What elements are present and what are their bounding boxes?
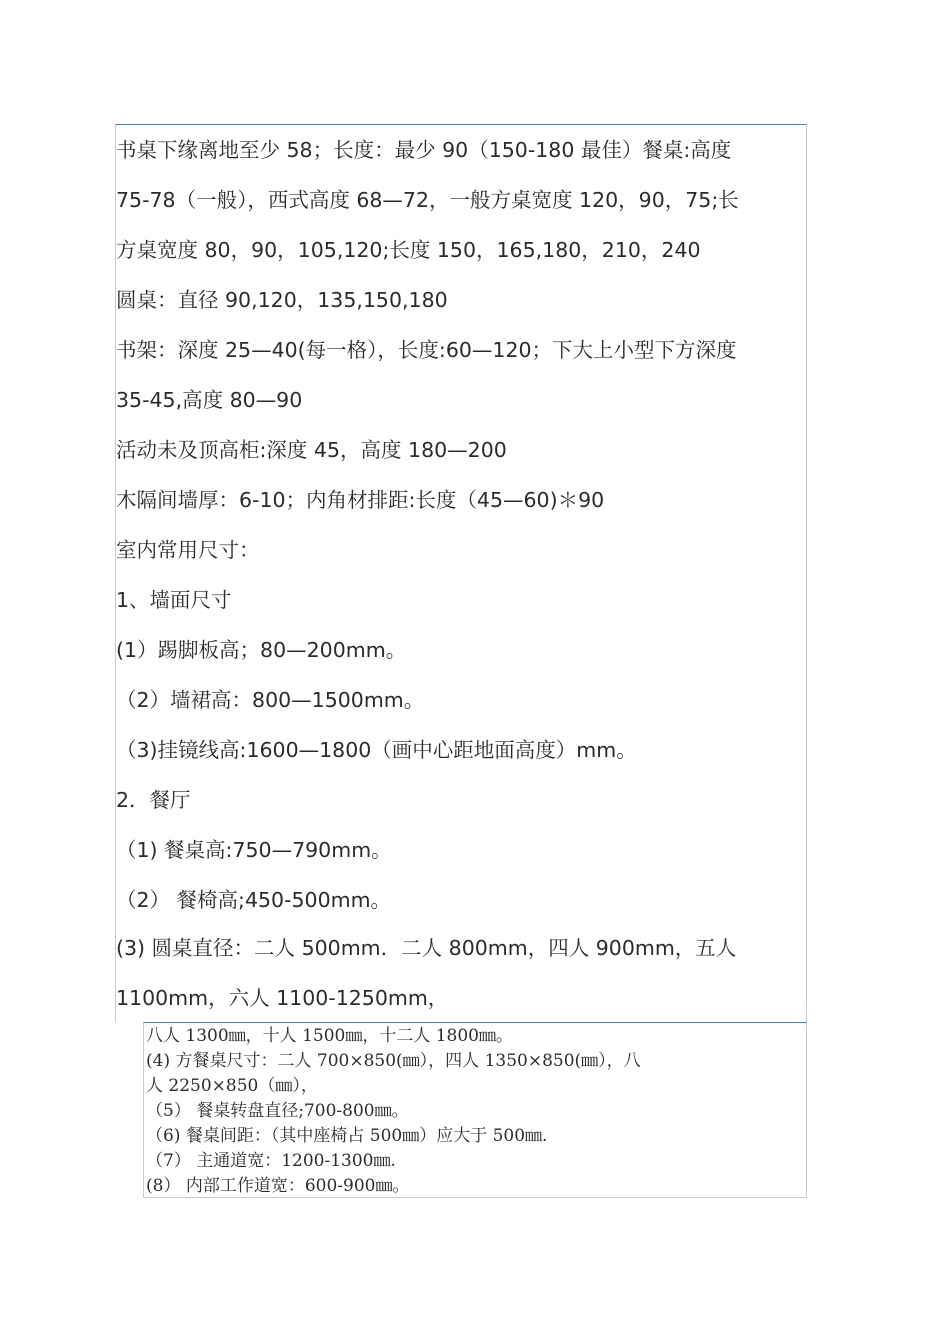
text-line: （2） 餐椅高;450-500mm。	[116, 888, 392, 912]
text-line: (8） 内部工作道宽：600-900㎜。	[146, 1176, 410, 1196]
text-line: 人 2250×850（㎜），	[146, 1076, 318, 1096]
text-line: (1）踢脚板高；80—200mm。	[116, 638, 407, 662]
section-heading: 1、墙面尺寸	[116, 588, 232, 612]
text-line: （6) 餐桌间距：（其中座椅占 500㎜）应大于 500㎜.	[146, 1126, 548, 1146]
text-line: 八人 1300㎜，十人 1500㎜，十二人 1800㎜。	[146, 1026, 514, 1046]
text-line: 方桌宽度 80，90，105,120;长度 150，165,180，210，240	[116, 238, 701, 262]
section-heading: 2．餐厅	[116, 788, 191, 812]
text-line: （1) 餐桌高:750—790mm。	[116, 838, 392, 862]
text-line: 书架：深度 25—40(每一格），长度:60—120；下大上小型下方深度	[116, 338, 737, 362]
section-heading: 室内常用尺寸：	[116, 538, 260, 562]
text-line: (4) 方餐桌尺寸：二人 700×850(㎜），四人 1350×850(㎜），八	[146, 1051, 641, 1071]
text-line: 活动未及顶高柜:深度 45，高度 180—200	[116, 438, 507, 462]
text-line: 75-78（一般），西式高度 68—72，一般方桌宽度 120，90，75;长	[116, 188, 739, 212]
text-line: 木隔间墙厚：6-10；内角材排距:长度（45—60)＊90	[116, 488, 605, 512]
text-line: 35-45,高度 80—90	[116, 388, 303, 412]
text-line: 圆桌：直径 90,120，135,150,180	[116, 288, 448, 312]
text-line: （7） 主通道宽：1200-1300㎜.	[146, 1151, 396, 1171]
text-line: （3)挂镜线高:1600—1800（画中心距地面高度）mm。	[116, 738, 637, 762]
text-line: 书桌下缘离地至少 58；长度：最少 90（150-180 最佳）餐桌:高度	[116, 138, 732, 162]
text-line: （5） 餐桌转盘直径;700-800㎜。	[146, 1101, 409, 1121]
text-line: (3) 圆桌直径：二人 500mm．二人 800mm，四人 900mm，五人	[116, 936, 737, 960]
text-line: （2）墙裙高：800—1500mm。	[116, 688, 425, 712]
text-line: 1100mm，六人 1100-1250mm，	[116, 986, 449, 1010]
